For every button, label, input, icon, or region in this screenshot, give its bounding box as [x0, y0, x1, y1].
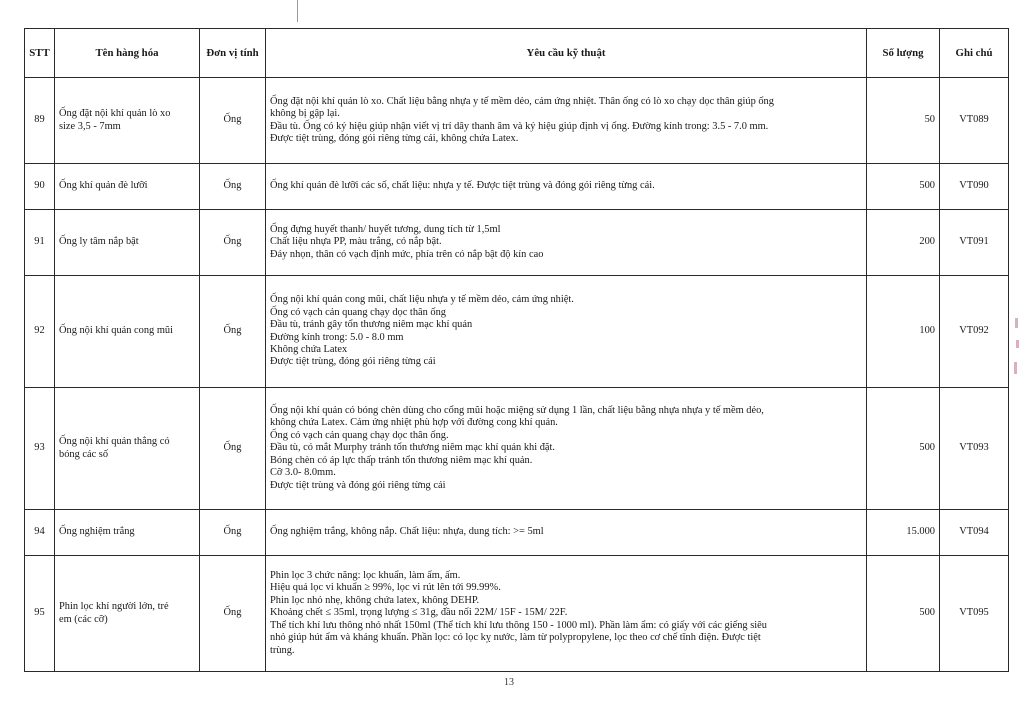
- specification-table: [24, 28, 1009, 672]
- requirement-line: Ống nội khí quản cong mũi, chất liệu nhựa y tế mềm dẻo, cảm ứng nhiệt.: [270, 294, 574, 306]
- requirement-line: trùng.: [270, 644, 295, 656]
- requirement-line: Đáy nhọn, thân có vạch định mức, phía trên có nắp bật độ kín cao: [270, 248, 544, 260]
- requirement-line: Ống có vạch cản quang chạy dọc thân ống.: [270, 429, 449, 441]
- row-item-name: [55, 210, 200, 276]
- row-unit: Ống: [200, 510, 266, 556]
- requirement-line: Được tiệt trùng, đóng gói riêng từng cái: [270, 356, 436, 368]
- row-item-name: [55, 78, 200, 164]
- row-requirements: [266, 556, 867, 672]
- requirement-line: Không chứa Latex: [270, 343, 348, 355]
- requirement-line: Đường kính trong: 5.0 - 8.0 mm: [270, 331, 404, 343]
- requirement-line: Ống có vạch cản quang chạy dọc thân ống: [270, 306, 447, 318]
- requirement-line: Ống khí quản đè lưỡi các số, chất liệu: nhựa y tế. Được tiệt trùng và đóng gói riêng từng cái.: [270, 180, 655, 192]
- row-unit: Ống: [200, 78, 266, 164]
- item-name-line: Ống khí quản đè lưỡi: [59, 180, 148, 192]
- requirement-line: Được tiệt trùng và đóng gói riêng từng cái: [270, 479, 446, 491]
- row-note: VT092: [940, 276, 1009, 388]
- requirement-line: không chứa Latex. Cảm ứng nhiệt phù hợp với đường cong khí quản.: [270, 417, 558, 429]
- row-requirements: [266, 164, 867, 210]
- header-requirements: Yêu cầu kỹ thuật: [266, 29, 867, 78]
- header-unit: Đơn vị tính: [200, 29, 266, 78]
- row-stt: 92: [25, 276, 55, 388]
- requirement-line: Ống nghiệm trắng, không nắp. Chất liệu: nhựa, dung tích: >= 5ml: [270, 526, 544, 538]
- row-unit: Ống: [200, 164, 266, 210]
- requirement-line: không bị gập lại.: [270, 108, 340, 120]
- item-name-line: size 3,5 - 7mm: [59, 120, 121, 132]
- row-stt: 93: [25, 388, 55, 510]
- row-note: VT093: [940, 388, 1009, 510]
- row-note: VT089: [940, 78, 1009, 164]
- row-note: VT095: [940, 556, 1009, 672]
- requirement-line: Cỡ 3.0- 8.0mm.: [270, 467, 336, 479]
- requirement-line: Phin lọc 3 chức năng: lọc khuẩn, làm ẩm, ấm.: [270, 570, 461, 582]
- row-requirements: [266, 388, 867, 510]
- requirement-line: Đầu tù, tránh gây tổn thương niêm mạc khí quản: [270, 319, 473, 331]
- item-name-line: em (các cỡ): [59, 613, 108, 625]
- row-item-name: [55, 164, 200, 210]
- table-row: [25, 388, 1009, 510]
- row-unit: Ống: [200, 210, 266, 276]
- row-requirements: [266, 510, 867, 556]
- row-stt: 90: [25, 164, 55, 210]
- header-stt: STT: [25, 29, 55, 78]
- row-requirements: [266, 276, 867, 388]
- row-unit: Ống: [200, 556, 266, 672]
- row-stt: 89: [25, 78, 55, 164]
- requirement-line: Thể tích khí lưu thông nhỏ nhất 150ml (Thể tích khí lưu thông 150 - 1000 ml). Phần làm ẩm: có giấy với các giếng siêu: [270, 619, 767, 631]
- row-item-name: [55, 276, 200, 388]
- table-row: [25, 210, 1009, 276]
- item-name-line: bóng các số: [59, 448, 109, 460]
- requirement-line: nhỏ giúp hút ẩm và kháng khuẩn. Phần lọc: có lọc kỵ nước, làm từ polypropylene, lọc theo cơ chế tĩnh điện. Được tiệt: [270, 632, 761, 644]
- item-name-line: Ống nghiệm trắng: [59, 526, 135, 538]
- scan-margin-marks: [1014, 318, 1022, 398]
- row-quantity: 500: [867, 164, 940, 210]
- row-note: VT094: [940, 510, 1009, 556]
- row-unit: Ống: [200, 388, 266, 510]
- row-quantity: 50: [867, 78, 940, 164]
- scan-fold-line: [297, 0, 298, 22]
- row-stt: 94: [25, 510, 55, 556]
- table-row: [25, 556, 1009, 672]
- row-quantity: 500: [867, 388, 940, 510]
- requirement-line: Chất liệu nhựa PP, màu trắng, có nắp bật.: [270, 236, 442, 248]
- item-name-line: Ống nội khí quản thẳng có: [59, 436, 170, 448]
- document-page: [24, 28, 1008, 672]
- item-name-line: Ống nội khí quản cong mũi: [59, 325, 173, 337]
- requirement-line: Đầu tù. Ống có ký hiệu giúp nhận viết vị trí dây thanh âm và ký hiệu giúp định vị ống. Đường kính trong: 3.5 - 7.0 mm.: [270, 120, 769, 132]
- row-note: VT090: [940, 164, 1009, 210]
- row-unit: Ống: [200, 276, 266, 388]
- requirement-line: Đầu tù, có mắt Murphy tránh tổn thương niêm mạc khí quản khi đặt.: [270, 442, 555, 454]
- row-quantity: 500: [867, 556, 940, 672]
- requirement-line: Phin lọc nhỏ nhẹ, không chứa latex, không DEHP.: [270, 594, 480, 606]
- row-requirements: [266, 78, 867, 164]
- header-quantity: Số lượng: [867, 29, 940, 78]
- page-number: 13: [504, 677, 514, 688]
- row-item-name: [55, 388, 200, 510]
- row-quantity: 15.000: [867, 510, 940, 556]
- row-quantity: 200: [867, 210, 940, 276]
- requirement-line: Ống nội khí quản có bóng chèn dùng cho cổng mũi hoặc miệng sử dụng 1 lần, chất liệu bằng nhựa nhựa y tế mềm dẻo,: [270, 405, 764, 417]
- row-stt: 91: [25, 210, 55, 276]
- header-name: Tên hàng hóa: [55, 29, 200, 78]
- requirement-line: Ống đựng huyết thanh/ huyết tương, dung tích từ 1,5ml: [270, 223, 501, 235]
- table-body: [25, 78, 1009, 672]
- item-name-line: Ống đặt nội khí quản lò xo: [59, 108, 171, 120]
- requirement-line: Hiệu quả lọc vi khuẩn ≥ 99%, lọc vi rút lên tới 99.99%.: [270, 582, 501, 594]
- row-requirements: [266, 210, 867, 276]
- row-item-name: [55, 556, 200, 672]
- row-note: VT091: [940, 210, 1009, 276]
- table-row: [25, 510, 1009, 556]
- table-row: [25, 164, 1009, 210]
- row-item-name: [55, 510, 200, 556]
- row-stt: 95: [25, 556, 55, 672]
- item-name-line: Ống ly tâm nắp bật: [59, 236, 139, 248]
- item-name-line: Phin lọc khí người lớn, trẻ: [59, 601, 169, 613]
- row-quantity: 100: [867, 276, 940, 388]
- table-header-row: [25, 29, 1009, 78]
- requirement-line: Bóng chèn có áp lực thấp tránh tổn thương niêm mạc khí quản.: [270, 454, 533, 466]
- header-note: Ghi chú: [940, 29, 1009, 78]
- requirement-line: Được tiệt trùng, đóng gói riêng từng cái, không chứa Latex.: [270, 132, 519, 144]
- table-row: [25, 78, 1009, 164]
- requirement-line: Ống đặt nội khí quản lò xo. Chất liệu bằng nhựa y tế mềm dẻo, cảm ứng nhiệt. Thân ống có lò xo chạy dọc thân giúp ống: [270, 95, 774, 107]
- requirement-line: Khoảng chết ≤ 35ml, trọng lượng ≤ 31g, đầu nối 22M/ 15F - 15M/ 22F.: [270, 607, 568, 619]
- table-row: [25, 276, 1009, 388]
